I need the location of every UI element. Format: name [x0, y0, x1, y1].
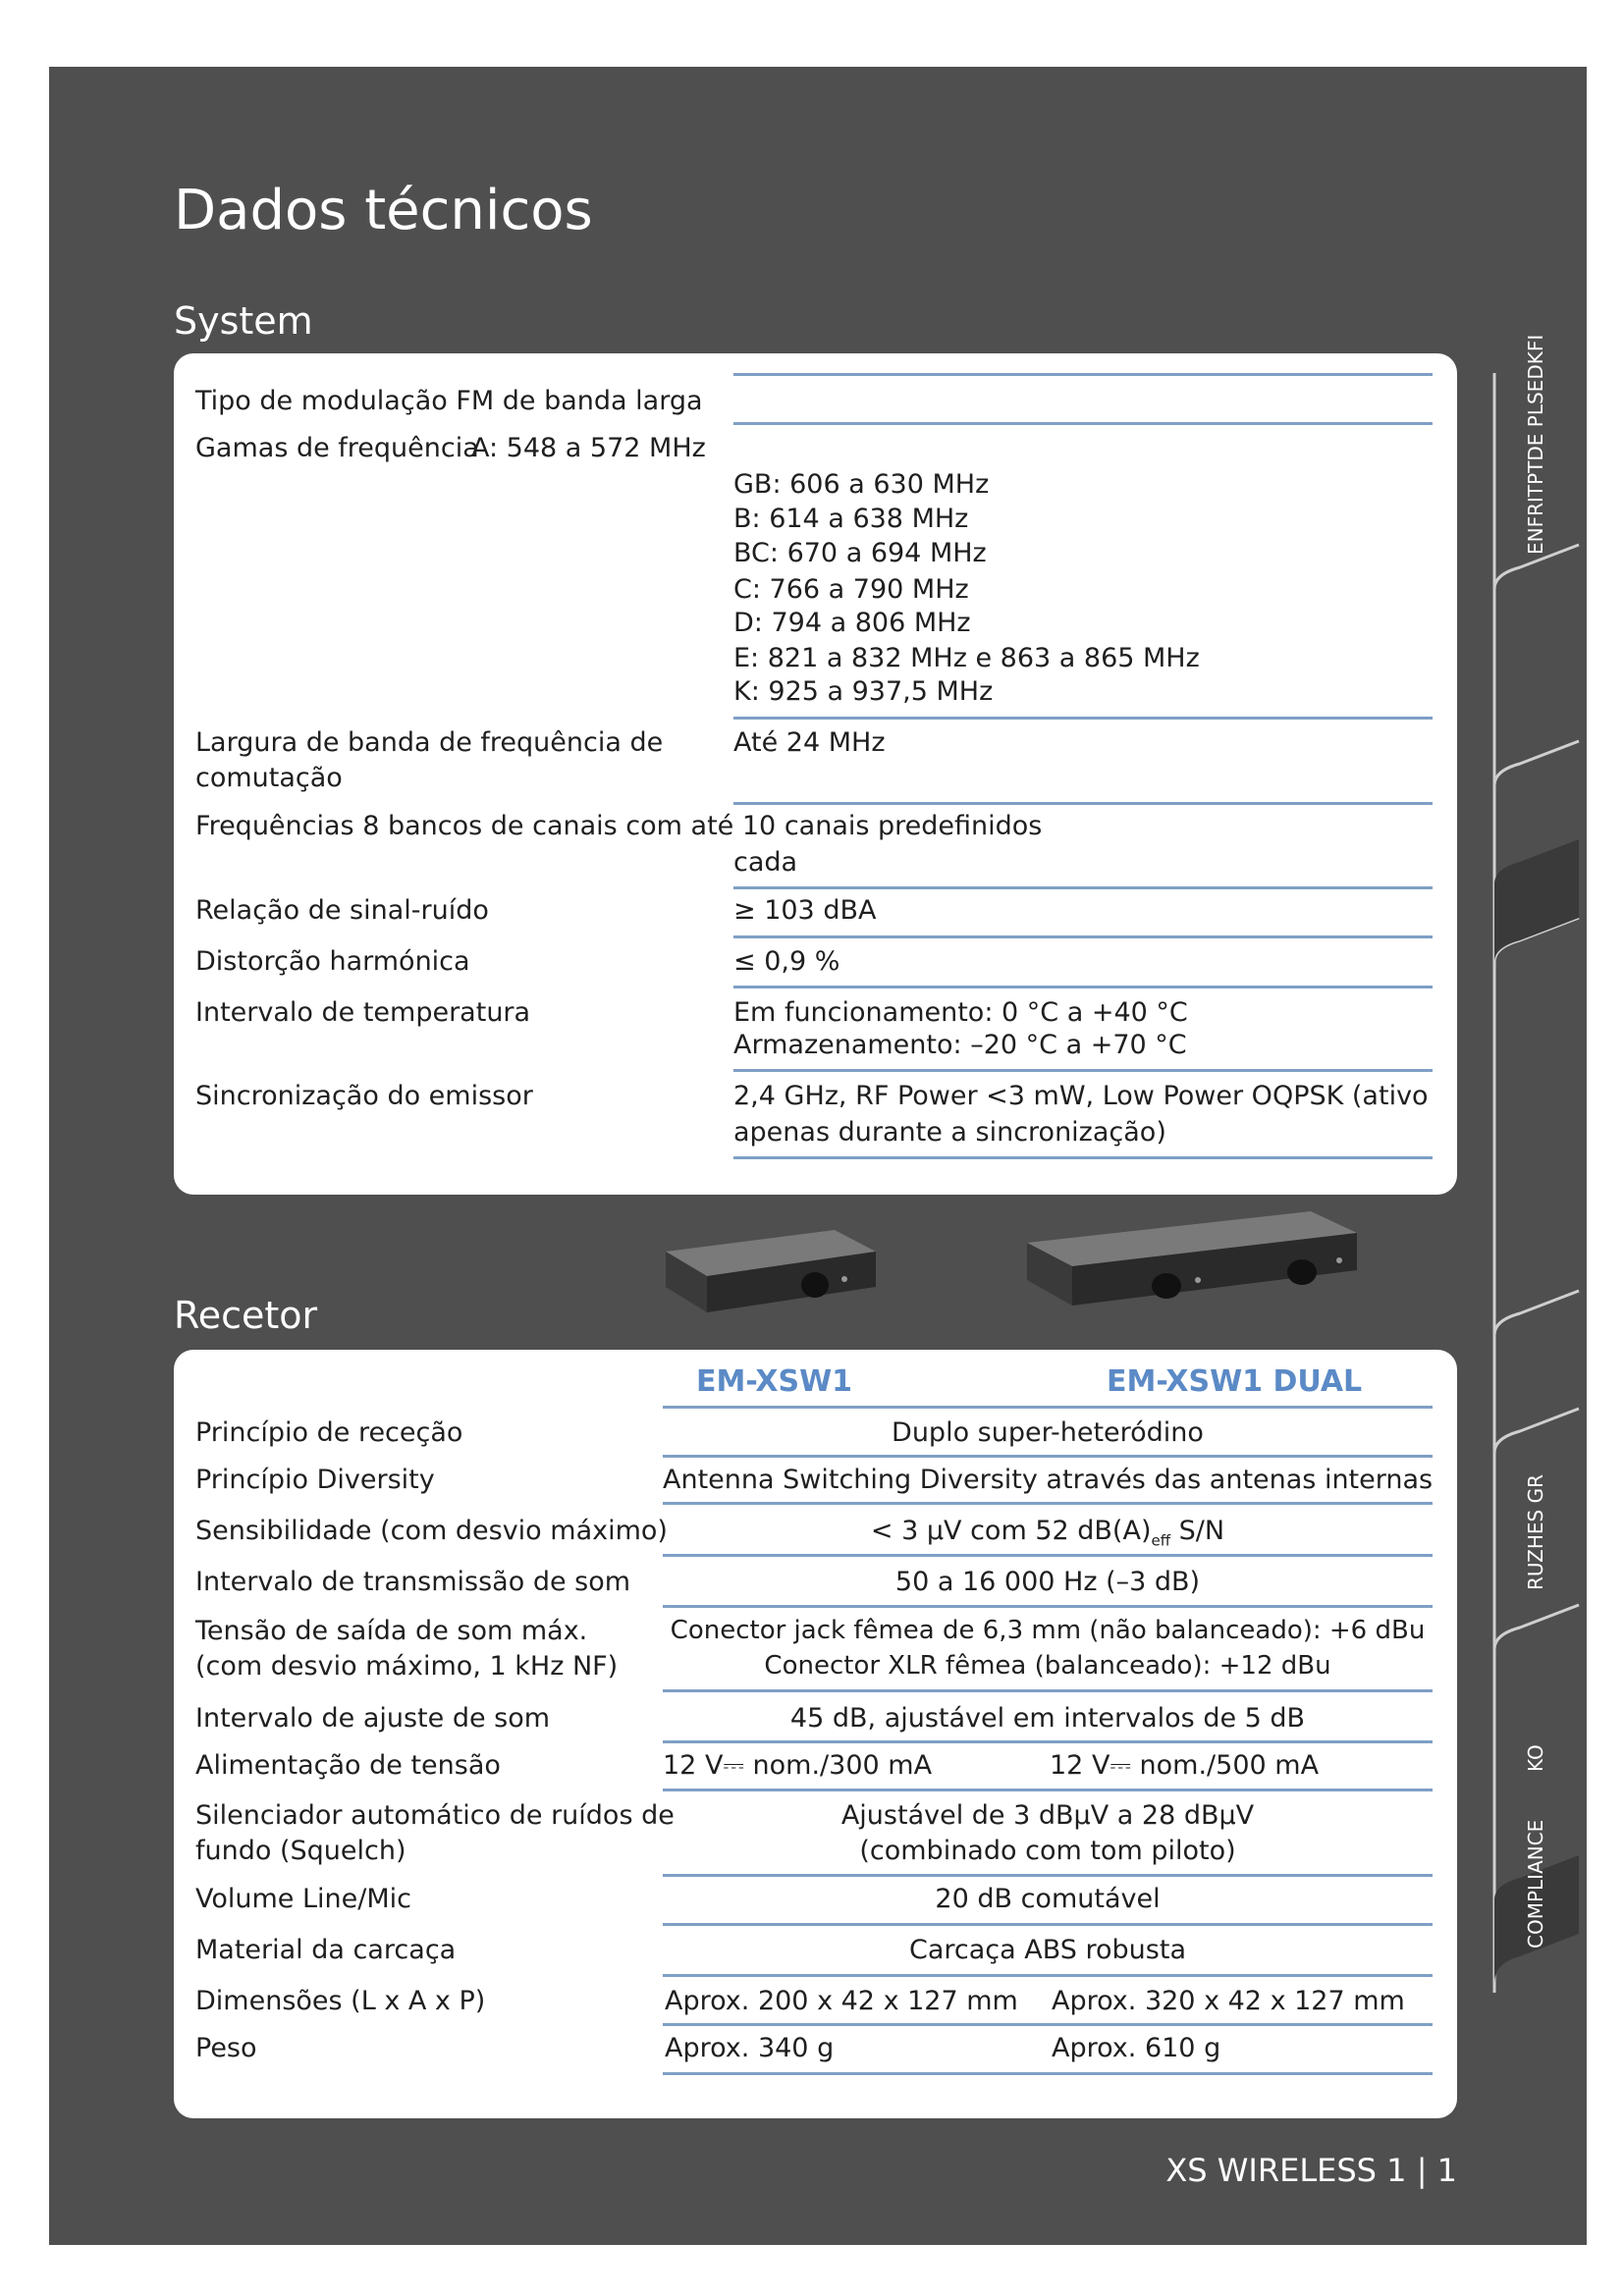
dimensions-label: Dimensões (L x A x P): [195, 1986, 486, 2016]
row-rule: [663, 2023, 1433, 2026]
modulation-label: Tipo de modulação FM de banda larga: [195, 386, 703, 416]
snr-label: Relação de sinal-ruído: [195, 895, 489, 926]
row-rule: [663, 1789, 1433, 1791]
row-rule: [663, 1689, 1433, 1692]
frequency-range-c: C: 766 a 790 MHz: [733, 574, 969, 605]
receiver-dual-image: [1021, 1205, 1365, 1313]
row-rule: [733, 373, 1433, 376]
row-rule: [663, 2072, 1433, 2075]
row-rule: [663, 1406, 1433, 1409]
sync-value-line2: apenas durante a sincronização): [733, 1117, 1166, 1148]
sensitivity-value-main: < 3 μV com 52 dB(A): [870, 1516, 1152, 1546]
temperature-label: Intervalo de temperatura: [195, 997, 531, 1028]
frequency-range-k: K: 925 a 937,5 MHz: [733, 676, 994, 707]
housing-label: Material da carcaça: [195, 1935, 457, 1965]
squelch-value-line2: (combinado com tom piloto): [859, 1836, 1236, 1866]
volume-value: 20 dB comutável: [935, 1884, 1161, 1914]
row-rule: [733, 986, 1433, 988]
dimensions-em-xsw1-dual: Aprox. 320 x 42 x 127 mm: [1052, 1986, 1405, 2016]
snr-value: ≥ 103 dBA: [733, 895, 877, 926]
thd-label: Distorção harmónica: [195, 946, 470, 977]
frequency-range-gb: GB: 606 a 630 MHz: [733, 469, 990, 500]
receiver-spec-panel: [174, 1350, 1457, 2118]
sensitivity-value: [663, 1513, 1433, 1559]
weight-em-xsw1-dual: Aprox. 610 g: [1052, 2033, 1221, 2063]
thd-value: ≤ 0,9 %: [733, 946, 840, 977]
power-supply-em-xsw1-dual: 12 V⎓ nom./500 mA: [1050, 1750, 1320, 1781]
column-header-em-xsw1: EM-XSW1: [696, 1364, 853, 1399]
frequency-range-b: B: 614 a 638 MHz: [733, 504, 969, 534]
power-supply-em-xsw1: 12 V⎓ nom./300 mA: [663, 1750, 933, 1781]
temperature-operating: Em funcionamento: 0 °C a +40 °C: [733, 997, 1188, 1028]
output-voltage-label-line2: (com desvio máximo, 1 kHz NF): [195, 1651, 619, 1682]
system-heading: System: [174, 299, 313, 343]
column-header-em-xsw1-dual: EM-XSW1 DUAL: [1107, 1364, 1363, 1399]
power-supply-label: Alimentação de tensão: [195, 1750, 501, 1781]
row-rule: [663, 1605, 1433, 1608]
weight-em-xsw1: Aprox. 340 g: [665, 2033, 835, 2063]
temperature-storage: Armazenamento: –20 °C a +70 °C: [733, 1030, 1187, 1060]
reception-label: Princípio de receção: [195, 1417, 463, 1448]
row-rule: [663, 1974, 1433, 1977]
frequency-range-a: A: 548 a 572 MHz: [471, 433, 706, 463]
frequency-range-bc: BC: 670 a 694 MHz: [733, 538, 987, 568]
frequency-range-d: D: 794 a 806 MHz: [733, 608, 971, 638]
bandwidth-label-line2: comutação: [195, 763, 343, 793]
bandwidth-label-line1: Largura de banda de frequência de: [195, 727, 664, 758]
row-rule: [733, 717, 1433, 720]
row-rule: [663, 1502, 1433, 1505]
row-rule: [663, 1455, 1433, 1458]
audio-range-value: 50 a 16 000 Hz (–3 dB): [894, 1567, 1201, 1597]
output-voltage-label-line1: Tensão de saída de som máx.: [195, 1616, 588, 1646]
row-rule: [733, 1069, 1433, 1072]
row-rule: [663, 1874, 1433, 1877]
output-voltage-jack: Conector jack fêmea de 6,3 mm (não balanceado): +6 dBu: [670, 1616, 1426, 1645]
row-rule: [733, 886, 1433, 889]
row-rule: [663, 1740, 1433, 1743]
squelch-label-line2: fundo (Squelch): [195, 1836, 406, 1866]
row-rule: [663, 1554, 1433, 1557]
row-rule: [733, 422, 1433, 425]
receiver-single-image: [658, 1222, 884, 1320]
audio-adjust-value: 45 dB, ajustável em intervalos de 5 dB: [789, 1703, 1306, 1734]
side-tab-ko[interactable]: KO: [1524, 1744, 1547, 1772]
audio-range-label: Intervalo de transmissão de som: [195, 1567, 631, 1597]
sync-value-line1: 2,4 GHz, RF Power <3 mW, Low Power OQPSK (ativo: [733, 1081, 1429, 1111]
row-rule: [733, 1156, 1433, 1159]
page-title: Dados técnicos: [174, 179, 593, 242]
frequency-range-e: E: 821 a 832 MHz e 863 a 865 MHz: [733, 643, 1200, 673]
receiver-heading: Recetor: [174, 1294, 318, 1337]
side-tab-languages-1[interactable]: ENFRITPTDE PLSEDKFI: [1524, 334, 1547, 555]
reception-value: Duplo super-heteródino: [892, 1417, 1204, 1448]
row-rule: [733, 802, 1433, 805]
sensitivity-subscript: eff: [1151, 1531, 1171, 1550]
side-tab-languages-2[interactable]: RUZHES GR: [1524, 1473, 1547, 1590]
footer-product-page: XS WIRELESS 1 | 1: [1165, 2152, 1457, 2189]
system-spec-panel: [174, 353, 1457, 1195]
weight-label: Peso: [195, 2033, 257, 2063]
sensitivity-value-sn: S/N: [1178, 1516, 1225, 1546]
squelch-value-line1: Ajustável de 3 dBμV a 28 dBμV: [840, 1800, 1255, 1831]
housing-value: Carcaça ABS robusta: [909, 1935, 1186, 1965]
diversity-label: Princípio Diversity: [195, 1465, 435, 1495]
sync-label: Sincronização do emissor: [195, 1081, 533, 1111]
sensitivity-label: Sensibilidade (com desvio máximo): [195, 1516, 668, 1546]
volume-label: Volume Line/Mic: [195, 1884, 412, 1914]
squelch-label-line1: Silenciador automático de ruídos de: [195, 1800, 675, 1831]
dimensions-em-xsw1: Aprox. 200 x 42 x 127 mm: [665, 1986, 1018, 2016]
row-rule: [733, 935, 1433, 938]
diversity-value: Antenna Switching Diversity através das antenas internas: [663, 1465, 1434, 1495]
side-tab-compliance[interactable]: COMPLIANCE: [1524, 1819, 1547, 1949]
bandwidth-value: Até 24 MHz: [733, 727, 886, 758]
audio-adjust-label: Intervalo de ajuste de som: [195, 1703, 551, 1734]
output-voltage-xlr: Conector XLR fêmea (balanceado): +12 dBu: [764, 1651, 1331, 1681]
frequency-range-label: Gamas de frequência: [195, 433, 479, 463]
frequencies-value-cont: cada: [733, 847, 798, 878]
frequencies-label: Frequências 8 bancos de canais com até 10 canais predefinidos: [195, 811, 1043, 841]
row-rule: [663, 1923, 1433, 1926]
